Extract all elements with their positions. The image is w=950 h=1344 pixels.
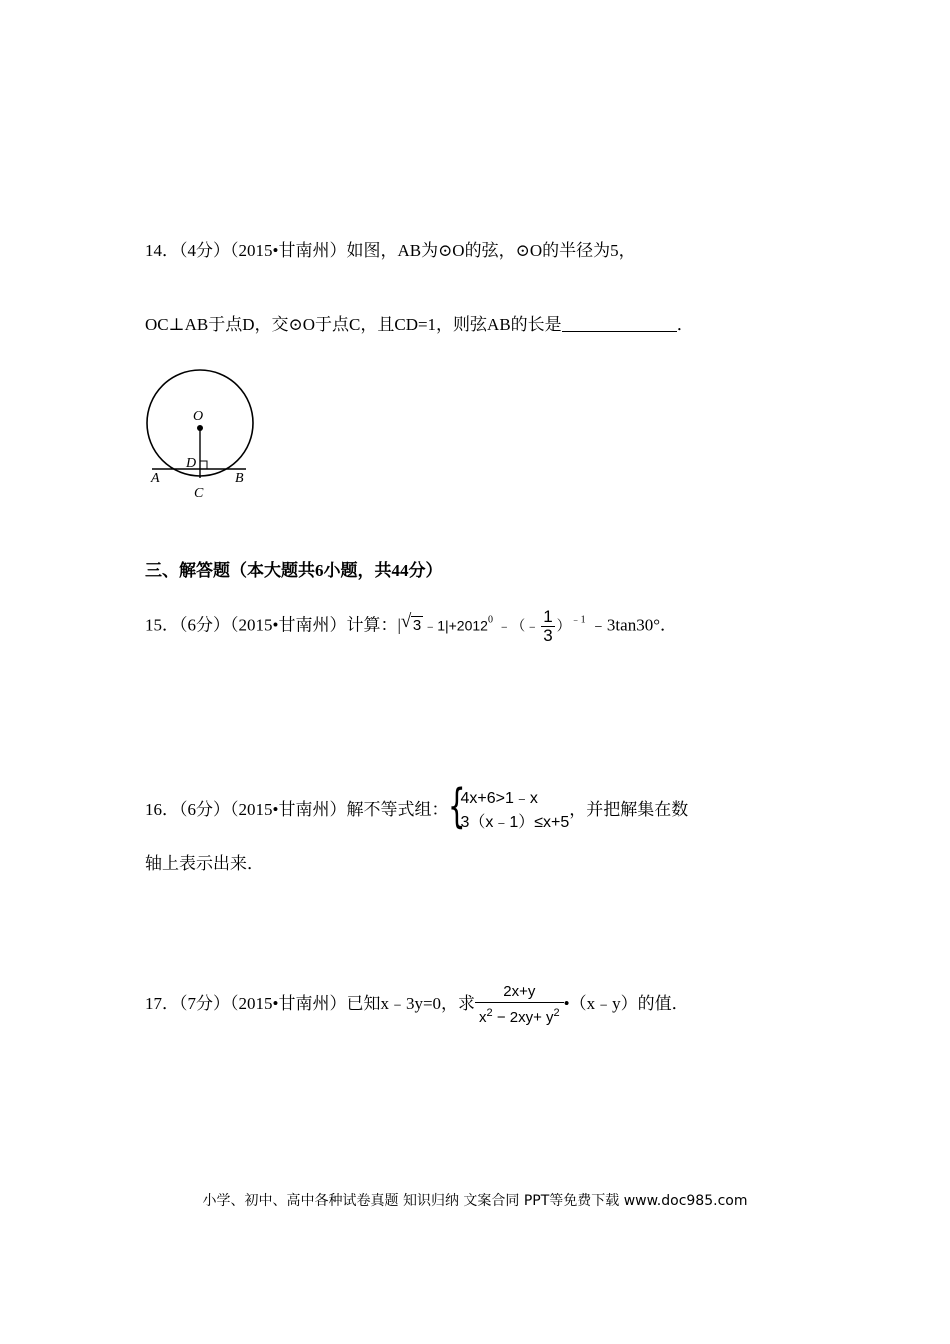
fraction-one-third: $\frac{1}{3}$: [543, 607, 553, 645]
label-c: C: [194, 486, 204, 501]
label-b: B: [235, 471, 244, 486]
q14-line1: 14．（4分）（2015•甘南州）如图，AB为⊙O的弦，⊙O的半径为5，: [145, 241, 636, 260]
circle-figure: [140, 365, 270, 505]
q16-line2: 轴上表示出来．: [145, 854, 264, 873]
label-d: D: [186, 456, 197, 471]
section-heading: 三、解答题（本大题共6小题，共44分）: [145, 561, 443, 580]
footer-ad: 小学、初中、高中各种试卷真题 知识归纳 文案合同 PPT等免费下载 www.doc985.com: [202, 1193, 748, 1209]
label-o: O: [193, 409, 204, 424]
inequality-system: { 4x+6>1﹣x 3（x﹣1）≤x+5: [448, 779, 570, 833]
q16-line1: 16．（6分）（2015•甘南州）解不等式组： { 4x+6>1﹣x 3（x﹣1）≤x+5 ，并把解集在数: [145, 779, 689, 833]
q17-line: 17．（7分）（2015•甘南州）已知x﹣3y=0，求 $\frac{2x+y}{x^2 - 2xy+ y^2}$ •（x﹣y）的值．: [145, 983, 689, 1026]
center-point: [197, 425, 203, 431]
q14-line2: OC⊥AB于点D，交⊙O于点C，且CD=1，则弦AB的长是 ．: [145, 315, 694, 334]
sqrt-3: √ 3: [400, 611, 422, 635]
answer-blank: [562, 315, 677, 332]
algebraic-fraction: $\frac{2x+y}{x^2 - 2xy+ y^2}$: [475, 982, 564, 1028]
right-angle-mark: [200, 461, 207, 469]
q15-line: 15．（6分）（2015•甘南州）计算：| √ 3 $﹣1|+2012^0$ ﹣（﹣ $\frac{1}{3}$ ）$^{﹣1}$ ﹣3tan30°．: [145, 607, 677, 645]
label-a: A: [151, 471, 160, 486]
